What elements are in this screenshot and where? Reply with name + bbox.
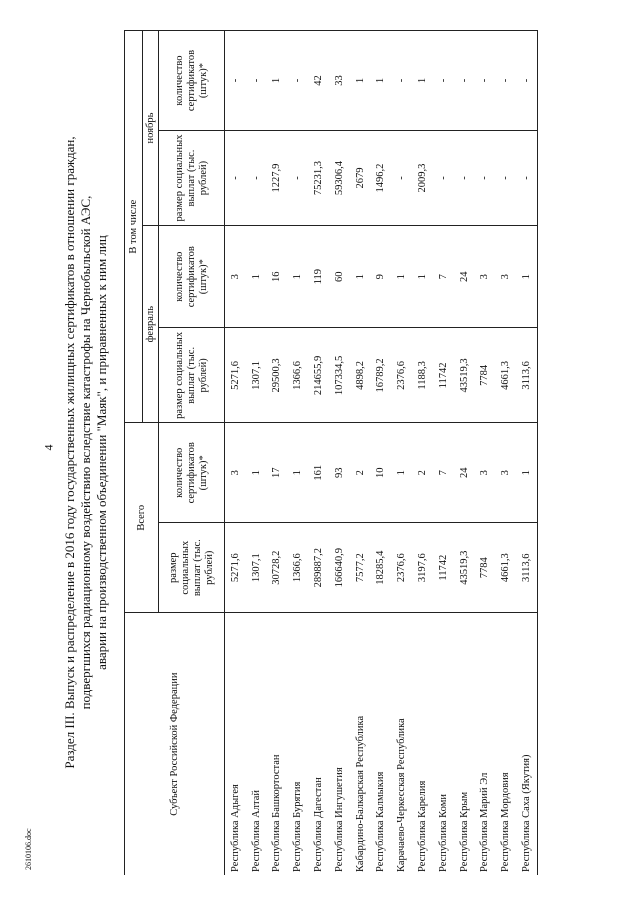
feb-sum: 4898,2 bbox=[350, 328, 371, 423]
feb-sum: 3113,6 bbox=[516, 328, 537, 423]
feb-sum: 29500,3 bbox=[267, 328, 288, 423]
cert-count-header: количество сертификатов (штук)* bbox=[159, 225, 225, 327]
table-row bbox=[371, 31, 392, 876]
feb-sum: 1307,1 bbox=[246, 328, 267, 423]
table-body bbox=[225, 31, 538, 876]
page-number: 4 bbox=[41, 444, 56, 451]
total-count: 10 bbox=[371, 423, 392, 523]
total-count: 24 bbox=[454, 423, 475, 523]
table-row bbox=[475, 31, 496, 876]
table-row bbox=[350, 31, 371, 876]
nov-count: - bbox=[225, 31, 246, 131]
nov-sum: - bbox=[433, 131, 454, 226]
feb-count: 3 bbox=[475, 225, 496, 327]
nov-count: 42 bbox=[308, 31, 329, 131]
total-count: 3 bbox=[475, 423, 496, 523]
nov-sum: - bbox=[495, 131, 516, 226]
nov-count: - bbox=[246, 31, 267, 131]
table-row bbox=[287, 31, 308, 876]
subject-name: Республика Алтай bbox=[246, 613, 267, 875]
payout-size-header: размер социальных выплат (тыс. рублей) bbox=[159, 328, 225, 423]
nov-count: 1 bbox=[371, 31, 392, 131]
table-row bbox=[495, 31, 516, 876]
total-count: 1 bbox=[516, 423, 537, 523]
nov-sum: - bbox=[475, 131, 496, 226]
table-row bbox=[516, 31, 537, 876]
footer-filename: 2610106.doc bbox=[24, 828, 33, 870]
nov-count: - bbox=[475, 31, 496, 131]
feb-count: 1 bbox=[391, 225, 412, 327]
subject-name: Республика Саха (Якутия) bbox=[516, 613, 537, 875]
total-sum: 18285,4 bbox=[371, 523, 392, 613]
cert-count-header: количество сертификатов (штук)* bbox=[159, 423, 225, 523]
cert-count-header: количество сертификатов (штук)* bbox=[159, 31, 225, 131]
table-row bbox=[329, 31, 350, 876]
total-sum: 5271,6 bbox=[225, 523, 246, 613]
total-count: 161 bbox=[308, 423, 329, 523]
title-line: аварии на производственном объединении "Маяк", и приравненных к ним лиц bbox=[94, 235, 109, 670]
february-header: февраль bbox=[143, 225, 159, 422]
feb-count: 3 bbox=[225, 225, 246, 327]
total-count: 93 bbox=[329, 423, 350, 523]
nov-count: - bbox=[495, 31, 516, 131]
nov-sum: 1496,2 bbox=[371, 131, 392, 226]
section-title bbox=[62, 30, 110, 875]
feb-sum: 107334,5 bbox=[329, 328, 350, 423]
total-sum: 3113,6 bbox=[516, 523, 537, 613]
total-count: 2 bbox=[412, 423, 433, 523]
feb-count: 1 bbox=[350, 225, 371, 327]
total-count: 2 bbox=[350, 423, 371, 523]
payout-size-header: размер социальных выплат (тыс. рублей) bbox=[159, 523, 225, 613]
feb-sum: 16789,2 bbox=[371, 328, 392, 423]
nov-sum: - bbox=[516, 131, 537, 226]
subject-name: Республика Ингушетия bbox=[329, 613, 350, 875]
feb-count: 9 bbox=[371, 225, 392, 327]
table-row bbox=[225, 31, 246, 876]
total-sum: 1366,6 bbox=[287, 523, 308, 613]
november-header: ноябрь bbox=[143, 31, 159, 226]
feb-count: 1 bbox=[246, 225, 267, 327]
nov-count: 33 bbox=[329, 31, 350, 131]
feb-sum: 5271,6 bbox=[225, 328, 246, 423]
table-row bbox=[267, 31, 288, 876]
total-sum: 4661,3 bbox=[495, 523, 516, 613]
feb-count: 1 bbox=[287, 225, 308, 327]
title-line: подвергшихся радиационному воздействию вследствие катастрофы на Чернобыльской АЭС, bbox=[78, 195, 93, 710]
total-count: 17 bbox=[267, 423, 288, 523]
certificates-table bbox=[124, 30, 538, 875]
total-count: 1 bbox=[246, 423, 267, 523]
feb-sum: 43519,3 bbox=[454, 328, 475, 423]
feb-sum: 2376,6 bbox=[391, 328, 412, 423]
table-row bbox=[246, 31, 267, 876]
total-sum: 7784 bbox=[475, 523, 496, 613]
nov-sum: - bbox=[391, 131, 412, 226]
subject-name: Кабардино-Балкарская Республика bbox=[350, 613, 371, 875]
subject-name: Республика Башкортостан bbox=[267, 613, 288, 875]
subject-name: Карачаево-Черкесская Республика bbox=[391, 613, 412, 875]
nov-sum: - bbox=[287, 131, 308, 226]
feb-count: 24 bbox=[454, 225, 475, 327]
feb-count: 1 bbox=[516, 225, 537, 327]
in-that-number-header: В том числе bbox=[125, 31, 143, 423]
total-sum: 11742 bbox=[433, 523, 454, 613]
total-sum: 2376,6 bbox=[391, 523, 412, 613]
total-sum: 7577,2 bbox=[350, 523, 371, 613]
subject-name: Республика Адыгея bbox=[225, 613, 246, 875]
total-count: 3 bbox=[225, 423, 246, 523]
table-row bbox=[454, 31, 475, 876]
title-line: Раздел III. Выпуск и распределение в 2016 году государственных жилищных сертификатов в отношении граждан, bbox=[62, 136, 77, 769]
table-row bbox=[308, 31, 329, 876]
subject-name: Республика Дагестан bbox=[308, 613, 329, 875]
feb-sum: 11742 bbox=[433, 328, 454, 423]
subject-header: Субъект Российской Федерации bbox=[125, 613, 225, 875]
nov-count: 1 bbox=[267, 31, 288, 131]
table-row bbox=[391, 31, 412, 876]
total-count: 7 bbox=[433, 423, 454, 523]
nov-sum: 2009,3 bbox=[412, 131, 433, 226]
subject-name: Республика Марий Эл bbox=[475, 613, 496, 875]
total-count: 1 bbox=[287, 423, 308, 523]
feb-count: 16 bbox=[267, 225, 288, 327]
total-sum: 3197,6 bbox=[412, 523, 433, 613]
nov-sum: - bbox=[246, 131, 267, 226]
total-sum: 43519,3 bbox=[454, 523, 475, 613]
nov-count: - bbox=[433, 31, 454, 131]
feb-count: 119 bbox=[308, 225, 329, 327]
subject-name: Республика Карелия bbox=[412, 613, 433, 875]
nov-count: 1 bbox=[350, 31, 371, 131]
total-count: 1 bbox=[391, 423, 412, 523]
feb-sum: 214655,9 bbox=[308, 328, 329, 423]
nov-count: - bbox=[454, 31, 475, 131]
total-sum: 1307,1 bbox=[246, 523, 267, 613]
payout-size-header: размер социальных выплат (тыс. рублей) bbox=[159, 131, 225, 226]
nov-sum: - bbox=[225, 131, 246, 226]
feb-sum: 1188,3 bbox=[412, 328, 433, 423]
nov-count: - bbox=[391, 31, 412, 131]
feb-count: 60 bbox=[329, 225, 350, 327]
nov-sum: - bbox=[454, 131, 475, 226]
feb-count: 7 bbox=[433, 225, 454, 327]
total-sum: 30728,2 bbox=[267, 523, 288, 613]
feb-sum: 4661,3 bbox=[495, 328, 516, 423]
feb-count: 1 bbox=[412, 225, 433, 327]
subject-name: Республика Калмыкия bbox=[371, 613, 392, 875]
subject-name: Республика Мордовия bbox=[495, 613, 516, 875]
nov-count: 1 bbox=[412, 31, 433, 131]
table-row bbox=[412, 31, 433, 876]
nov-count: - bbox=[287, 31, 308, 131]
feb-count: 3 bbox=[495, 225, 516, 327]
table-row bbox=[433, 31, 454, 876]
nov-sum: 2679 bbox=[350, 131, 371, 226]
feb-sum: 1366,6 bbox=[287, 328, 308, 423]
subject-name: Республика Бурятия bbox=[287, 613, 308, 875]
feb-sum: 7784 bbox=[475, 328, 496, 423]
total-sum: 289887,2 bbox=[308, 523, 329, 613]
total-sum: 166640,9 bbox=[329, 523, 350, 613]
nov-sum: 75231,3 bbox=[308, 131, 329, 226]
subject-name: Республика Крым bbox=[454, 613, 475, 875]
rotated-page bbox=[62, 30, 582, 875]
nov-sum: 1227,9 bbox=[267, 131, 288, 226]
nov-sum: 59306,4 bbox=[329, 131, 350, 226]
subject-name: Республика Коми bbox=[433, 613, 454, 875]
nov-count: - bbox=[516, 31, 537, 131]
total-header: Всего bbox=[125, 423, 159, 613]
total-count: 3 bbox=[495, 423, 516, 523]
